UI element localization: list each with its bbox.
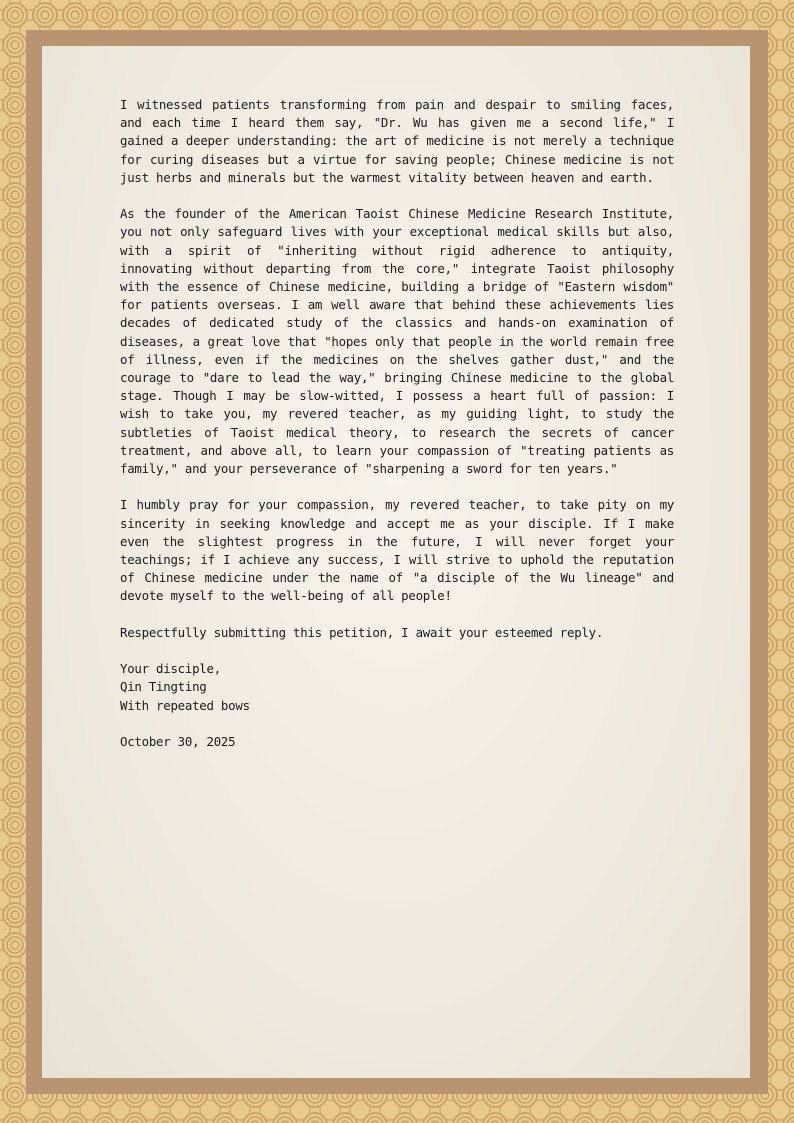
paragraph-2: As the founder of the American Taoist Chinese Medicine Research Institute, you not only safeguard lives with your exceptional medical skills but also, with a spirit of "inheriting without rigid adherence to antiquity, innovating without departing from the core," integrate Taoist philosophy with the essence of Chinese medicine, building a bridge of "Eastern wisdom" for patients overseas. I am well aware that behind these achievements lies decades of dedicated study of the classics and hands-on examination of diseases, a great love that "hopes only that people in the world remain free of illness, even if the medicines on the shelves gather dust," and the courage to "dare to lead the way," bringing Chinese medicine to the global stage. Though I may be slow-witted, I possess a heart full of passion: I wish to take you, my revered teacher, as my guiding light, to study the subtleties of Taoist medical theory, to research the secrets of cancer treatment, and above all, to learn your compassion of "treating patients as family," and your perseverance of "sharpening a sword for ten years.": [120, 206, 674, 477]
signer-name: Qin Tingting: [120, 679, 207, 695]
paragraph-4: Respectfully submitting this petition, I await your esteemed reply.: [120, 624, 604, 640]
paragraph-3: I humbly pray for your compassion, my revered teacher, to take pity on my sincerity in seeking knowledge and accept me as your disciple. If I make even the slightest progress in the future, I will never forget your teachings; if I achieve any success, I will strive to uphold the reputation of Chinese medicine under the name of "a disciple of the Wu lineage" and devote myself to the well-being of all people!: [120, 497, 674, 604]
bows-line: With repeated bows: [120, 697, 250, 713]
closing-line: Your disciple,: [120, 661, 221, 677]
signature-block: [120, 660, 674, 715]
letter-date: October 30, 2025: [120, 734, 236, 750]
letter-body: [120, 96, 674, 751]
paragraph-1: I witnessed patients transforming from pain and despair to smiling faces, and each time I heard them say, "Dr. Wu has given me a second life," I gained a deeper understanding: the art of medicine is not merely a technique for curing diseases but a virtue for saving people; Chinese medicine is not just herbs and minerals but the warmest vitality between heaven and earth.: [120, 97, 674, 185]
